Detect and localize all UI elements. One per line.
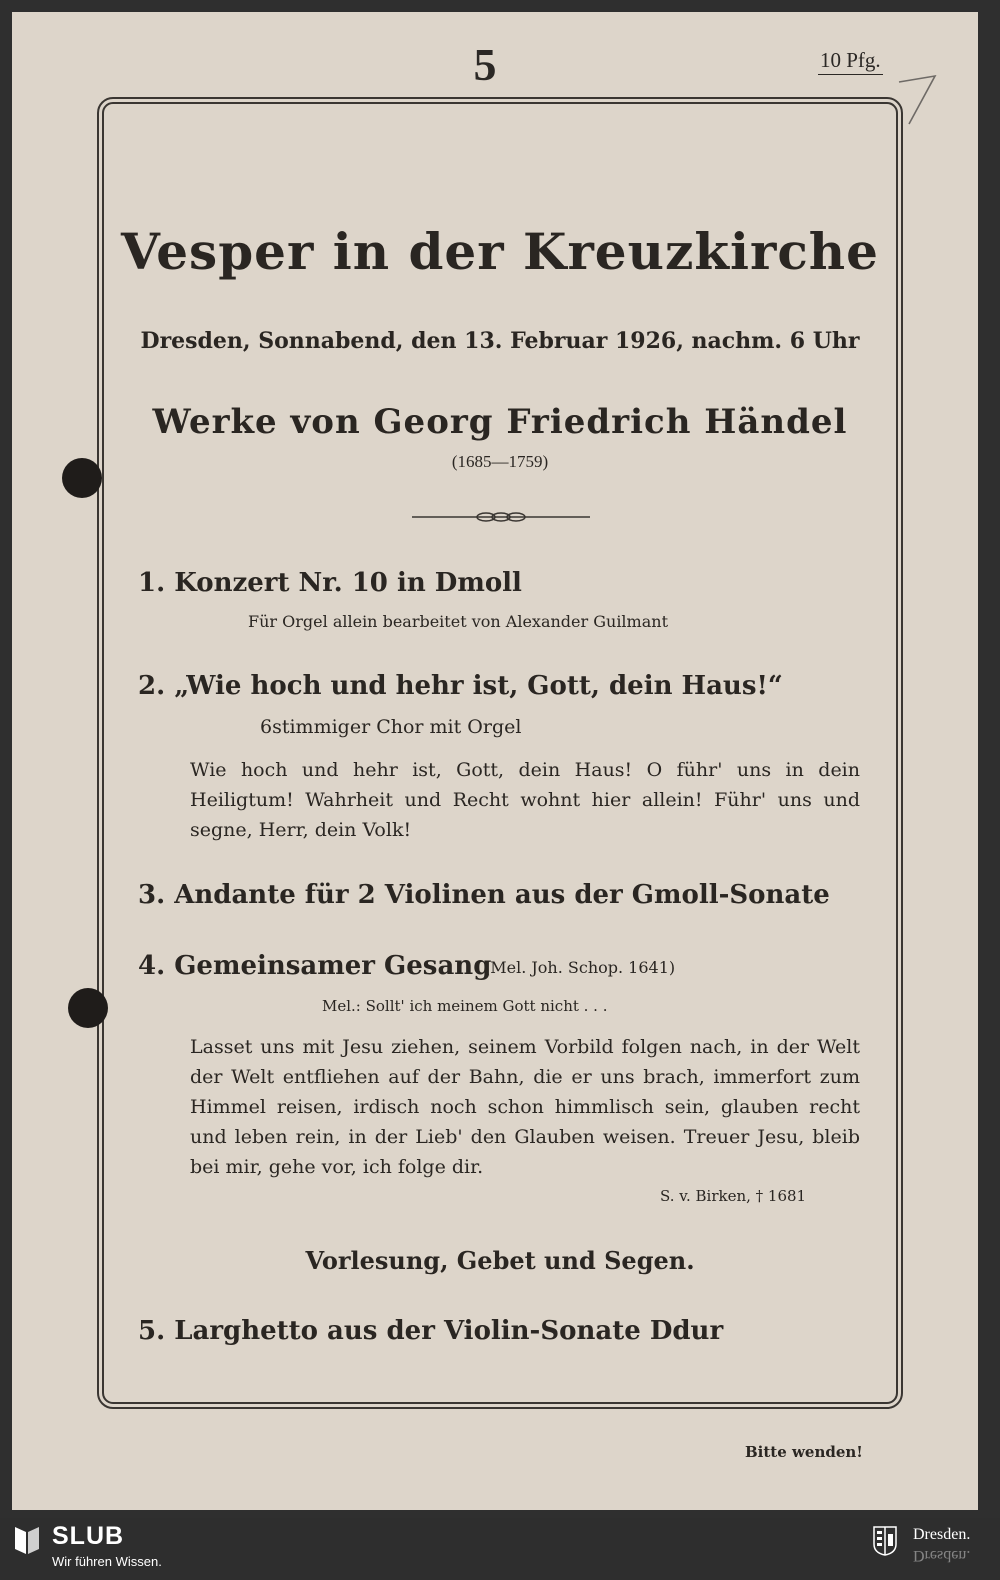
item-4-melody-source: (Mel. Joh. Schop. 1641) bbox=[484, 958, 676, 977]
item-1-title: 1. Konzert Nr. 10 in Dmoll bbox=[138, 568, 522, 598]
composer-heading: Werke von Georg Friedrich Händel bbox=[152, 402, 848, 442]
price-label: 10 Pfg. bbox=[818, 48, 883, 75]
item-3-title: 3. Andante für 2 Violinen aus der Gmoll-Sonate bbox=[138, 880, 830, 910]
program-dateline: Dresden, Sonnabend, den 13. Februar 1926, nachm. 6 Uhr bbox=[140, 328, 860, 354]
item-2-lyrics: Wie hoch und hehr ist, Gott, dein Haus! O führ' uns in dein Heiligtum! Wahrheit und Recht wohnt hier allein! Führ' uns und segne, Herr, dein Volk! bbox=[190, 759, 860, 841]
please-turn-note: Bitte wenden! bbox=[745, 1443, 863, 1461]
ornament-divider bbox=[412, 508, 590, 526]
item-4-lyrics: Lasset uns mit Jesu ziehen, seinem Vorbild folgen nach, in der Welt der Welt entfliehen auf der Bahn, die er uns brach, immerfort zum Himmel reisen, irdisch noch schon himmlisch sein, glauben recht und leben rein, in der Lieb' den Glauben weisen. Treuer Jesu, bleib bei mir, gehe vor, ich folge dir. bbox=[190, 1036, 860, 1178]
item-5-title: 5. Larghetto aus der Violin-Sonate Ddur bbox=[138, 1316, 724, 1346]
slub-tagline: Wir führen Wissen. bbox=[52, 1554, 162, 1569]
viewer-footer-bar bbox=[0, 1518, 1000, 1580]
slub-book-icon bbox=[12, 1523, 42, 1557]
dresden-crest-icon bbox=[873, 1526, 897, 1556]
slub-logo-text[interactable]: SLUB bbox=[52, 1522, 125, 1550]
reading-prayer-blessing: Vorlesung, Gebet und Segen. bbox=[305, 1246, 695, 1275]
item-1-note: Für Orgel allein bearbeitet von Alexander Guilmant bbox=[248, 612, 668, 631]
dresden-logo-text[interactable]: Dresden. bbox=[913, 1526, 971, 1543]
item-4-author: S. v. Birken, † 1681 bbox=[660, 1187, 807, 1205]
page-number: 5 bbox=[473, 39, 497, 90]
composer-lifespan: (1685—1759) bbox=[451, 452, 549, 471]
item-2-title: 2. „Wie hoch und hehr ist, Gott, dein Haus!“ bbox=[138, 671, 783, 701]
punch-hole-bottom bbox=[68, 988, 108, 1028]
punch-hole-top bbox=[62, 458, 102, 498]
item-4-title: 4. Gemeinsamer Gesang bbox=[138, 951, 492, 981]
program-title: Vesper in der Kreuzkirche bbox=[121, 222, 879, 281]
dresden-logo-reflection: Dresden. bbox=[913, 1547, 971, 1564]
item-2-subtitle: 6stimmiger Chor mit Orgel bbox=[260, 716, 522, 738]
item-4-melody: Mel.: Sollt' ich meinem Gott nicht . . . bbox=[322, 997, 608, 1015]
decorative-frame bbox=[97, 97, 903, 1409]
